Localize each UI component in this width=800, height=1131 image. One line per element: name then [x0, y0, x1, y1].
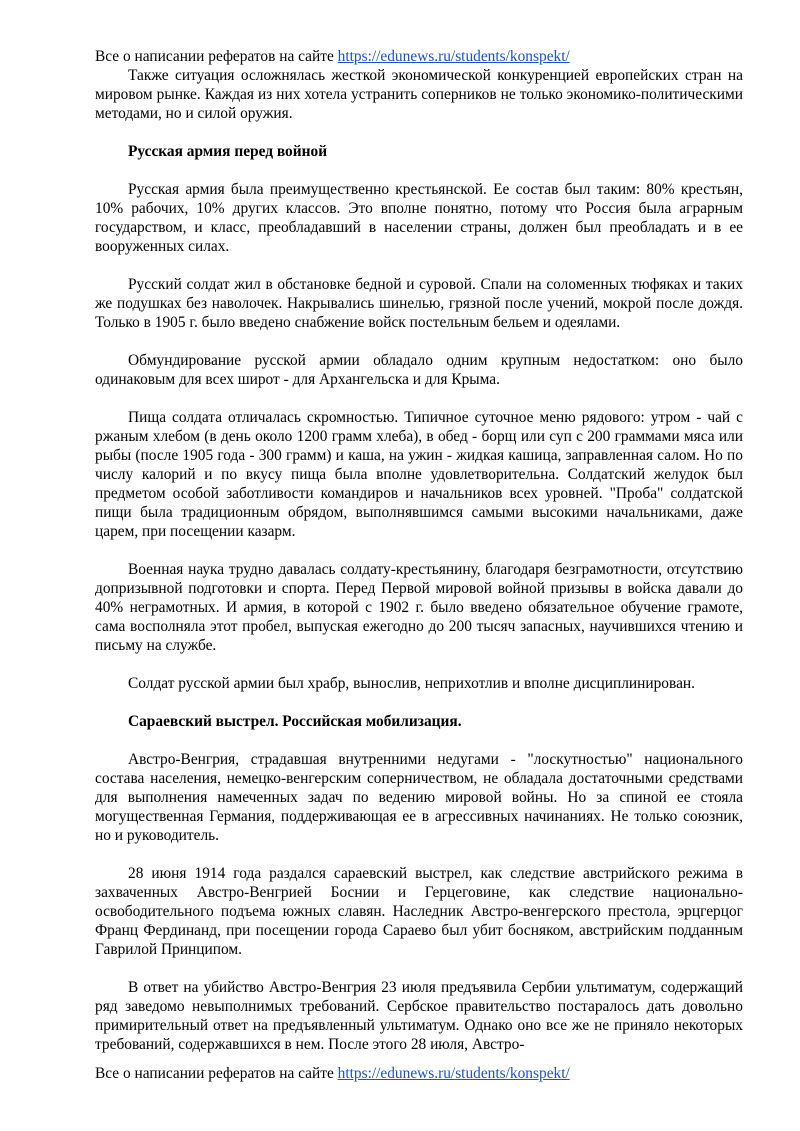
header-link[interactable]: https://edunews.ru/students/konspekt/: [337, 48, 570, 65]
paragraph-5: Пища солдата отличалась скромностью. Типичное суточное меню рядового: утром - чай с ржаным хлебом (в день около 1200 грамм хлеба), в обед - борщ или суп с 200 граммами мяса или рыбы (после 1905 года - 300 грамм) и каша, на ужин - жидкая кашица, заправленная салом. Но по числу калорий и по вкусу пища была вполне удовлетворительна. Солдатский желудок был предметом особой заботливости командиров и начальников всех уровней. "Проба" солдатской пищи была традиционным обрядом, выполнявшимся самыми высокими начальниками, даже царем, при посещении казарм.: [95, 409, 743, 540]
paragraph-6: Военная наука трудно давалась солдату-крестьянину, благодаря безграмотности, отсутствию допризывной подготовки и спорта. Перед Первой мировой войной призывы в войска давали до 40% неграмотных. И армия, в которой с 1902 г. было введено обязательное обучение грамоте, сама восполняла этот пробел, выпуская ежегодно до 200 тысяч запасных, научившихся чтению и письму на службе.: [95, 561, 743, 654]
page-footer: [95, 1064, 743, 1083]
section-heading-sarajevo: Сараевский выстрел. Российская мобилизация.: [128, 713, 462, 730]
footer-link[interactable]: https://edunews.ru/students/konspekt/: [337, 1065, 570, 1082]
paragraph-9: 28 июня 1914 года раздался сараевский выстрел, как следствие австрийского режима в захваченных Австро-Венгрией Боснии и Герцеговине, как следствие национально-освободительного подъема южных славян. Наследник Австро-венгерского престола, эрцгерцог Франц Фердинанд, при посещении города Сараево был убит босняком, австрийским подданным Гаврилой Принципом.: [95, 865, 743, 958]
paragraph-10: В ответ на убийство Австро-Венгрия 23 июля предъявила Сербии ультиматум, содержащий ряд заведомо невыполнимых требований. Сербское правительство постаралось дать довольно примирительный ответ на предъявленный ультиматум. Однако оно все же не приняло некоторых требований, содержавшихся в нем. После этого 28 июля, Австро-: [95, 979, 743, 1053]
page-header: [95, 47, 743, 66]
paragraph-4: Обмундирование русской армии обладало одним крупным недостатком: оно было одинаковым для всех широт - для Архангельска и для Крыма.: [95, 352, 743, 388]
document-page: [95, 0, 743, 1131]
paragraph-1: Также ситуация осложнялась жесткой экономической конкуренцией европейских стран на мировом рынке. Каждая из них хотела устранить соперников не только экономико-политическими методами, но и силой оружия.: [95, 67, 743, 122]
footer-text: Все о написании рефератов на сайте: [95, 1065, 338, 1082]
paragraph-7: Солдат русской армии был храбр, вынослив, неприхотлив и вполне дисциплинирован.: [128, 675, 695, 692]
paragraph-2: Русская армия была преимущественно крестьянской. Ее состав был таким: 80% крестьян, 10% рабочих, 10% других классов. Это вполне понятно, потому что Россия была аграрным государством, и класс, преобладавший в населении страны, должен был преобладать и в ее вооруженных силах.: [95, 181, 743, 255]
section-heading-russian-army: Русская армия перед войной: [128, 143, 328, 160]
header-text: Все о написании рефератов на сайте: [95, 48, 338, 65]
paragraph-8: Австро-Венгрия, страдавшая внутренними недугами - "лоскутностью" национального состава населения, немецко-венгерским соперничеством, не обладала достаточными средствами для выполнения намеченных задач по ведению мировой войны. Но за спиной ее стояла могущественная Германия, поддерживающая ее в агрессивных начинаниях. Не только союзник, но и руководитель.: [95, 751, 743, 844]
document-body: [95, 66, 743, 1054]
paragraph-3: Русский солдат жил в обстановке бедной и суровой. Спали на соломенных тюфяках и таких же подушках без наволочек. Накрывались шинелью, грязной после учений, мокрой после дождя. Только в 1905 г. было введено снабжение войск постельным бельем и одеялами.: [95, 276, 743, 331]
